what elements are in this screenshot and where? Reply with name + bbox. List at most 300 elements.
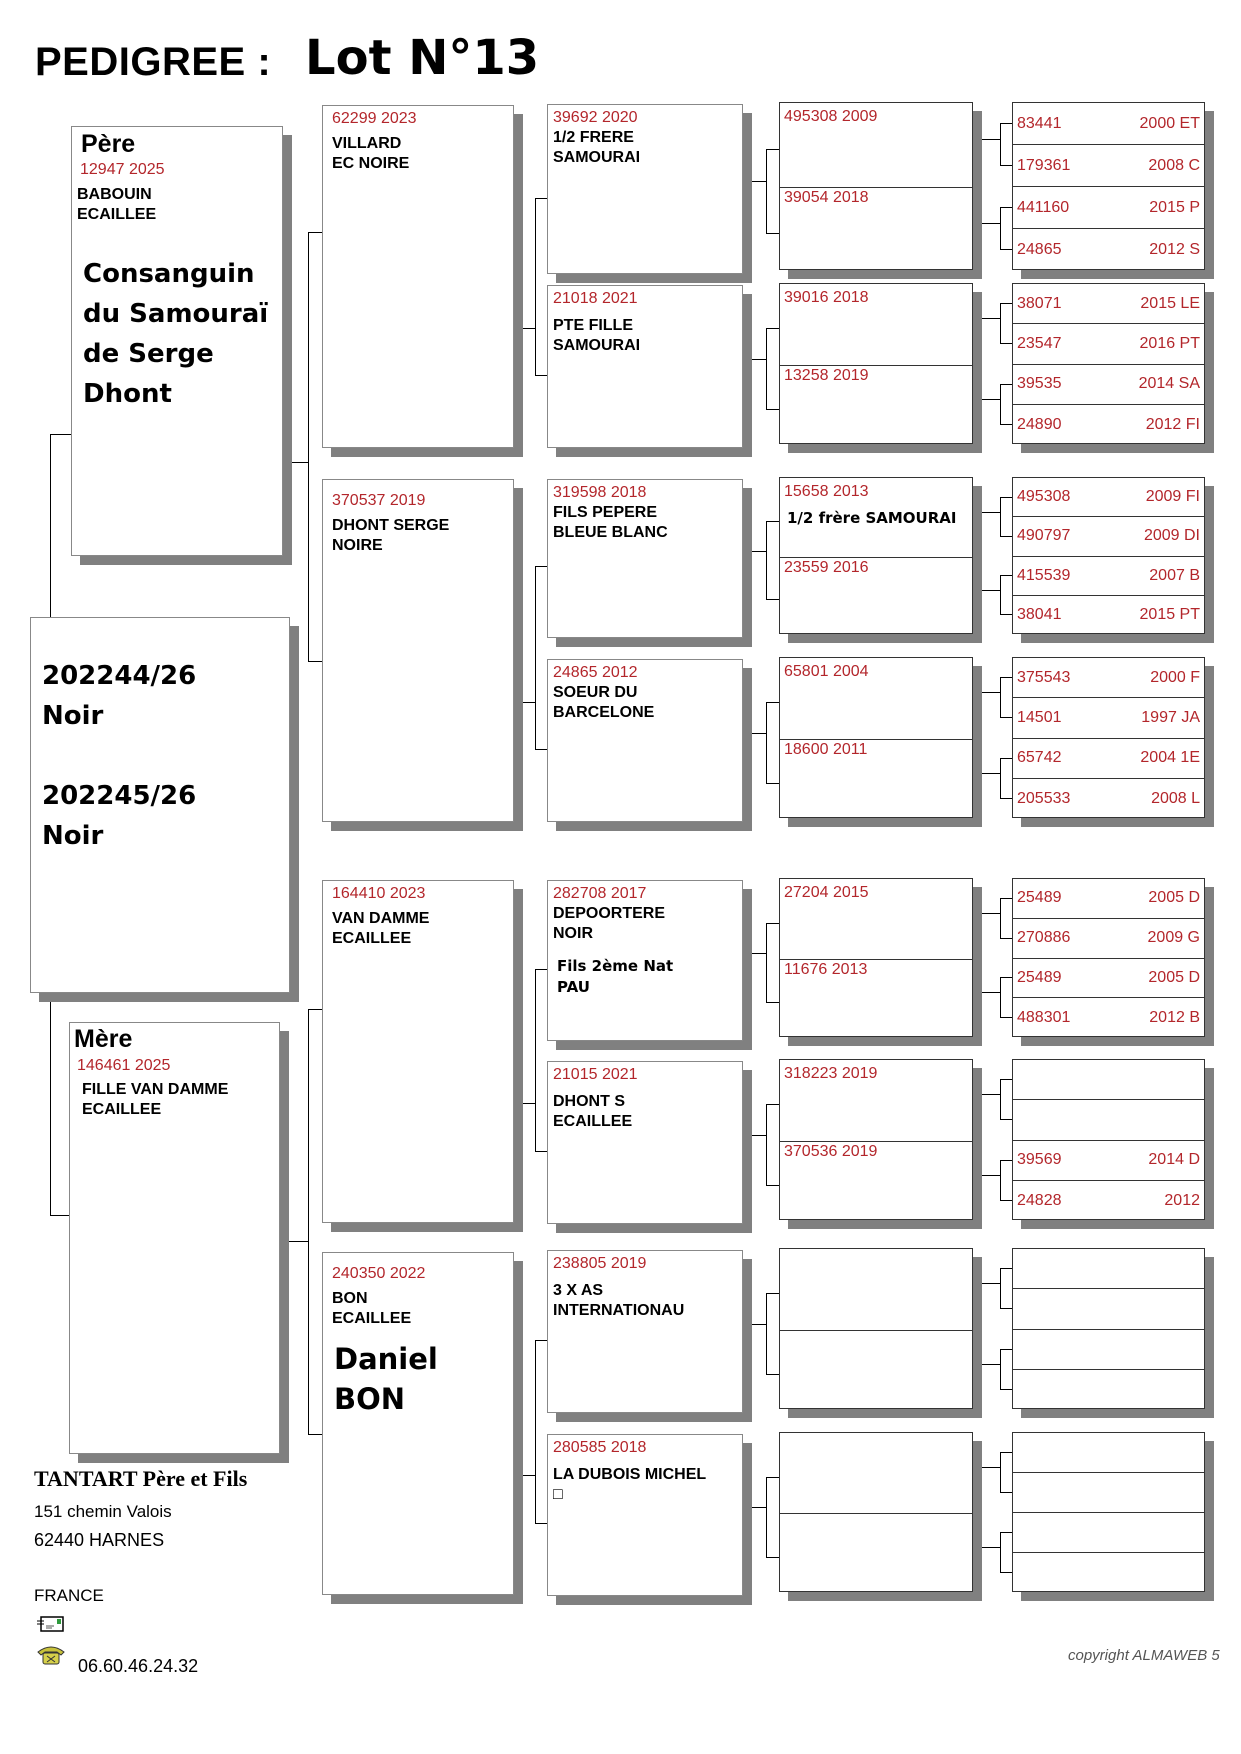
envelope-icon[interactable] (36, 1614, 66, 1634)
dam-name (82, 1080, 273, 1120)
connector-line (1000, 1492, 1012, 1493)
grandparent-name (332, 134, 507, 174)
great-grandparent-name-line1: LA DUBOIS MICHEL (553, 1466, 707, 1483)
grandparent-ring: 240350 2022 (332, 1265, 426, 1282)
great-grandparent-ring: 21015 2021 (553, 1066, 638, 1083)
gen5-ring: 488301 (1017, 1009, 1071, 1027)
connector-line (766, 1477, 779, 1478)
connector-line (766, 783, 779, 784)
gen5-info: 2016 PT (1139, 334, 1200, 352)
connector-line (1000, 123, 1001, 165)
great-grandparent-name (553, 503, 736, 543)
gen5-row (1013, 365, 1204, 405)
gen5-ring: 83441 (1017, 114, 1062, 132)
gen5-row (1013, 1060, 1204, 1100)
grandparent-box (322, 880, 514, 1223)
connector-line (523, 328, 535, 329)
gen5-row (1013, 879, 1204, 919)
great-grandparent-name-line1: PTE FILLE (553, 317, 633, 334)
gen5-info: 2012 FI (1145, 415, 1200, 433)
gen5-row (1013, 1473, 1204, 1513)
gen4-sire-ring: 65801 2004 (784, 663, 869, 680)
connector-line (1000, 1079, 1012, 1080)
sire-note-line: de Serge (83, 339, 214, 369)
gen5-ring: 24865 (1017, 241, 1062, 258)
connector-line (982, 692, 1000, 693)
gen5-info: 2012 (1164, 1191, 1200, 1209)
gen4-dam-ring: 370536 2019 (784, 1143, 878, 1160)
connector-line (1000, 717, 1012, 718)
gen4-dam-cell (780, 365, 972, 445)
gen5-row (1013, 998, 1204, 1038)
connector-line (535, 1340, 536, 1523)
gen5-row (1013, 1141, 1204, 1181)
gen5-info: 2014 D (1148, 1151, 1200, 1169)
grandparent-name-line2: ECAILLEE (332, 930, 412, 947)
gen5-info: 2008 C (1148, 156, 1200, 174)
pedigree-label: PEDIGREE : (35, 40, 272, 84)
gen5-ring: 25489 (1017, 968, 1062, 986)
great-grandparent-name-line1: FILS PEPERE (553, 504, 658, 521)
gen5-row (1013, 478, 1204, 517)
great-grandparent-name-line1: DEPOORTERE (553, 905, 666, 922)
connector-line (1000, 1452, 1012, 1453)
gen5-row (1013, 1330, 1204, 1370)
subject-ring-1: 202244/26 (42, 661, 197, 691)
gen4-sire-cell (780, 658, 972, 740)
connector-line (1000, 898, 1012, 899)
gen4-dam-cell (780, 557, 972, 635)
connector-line (766, 1104, 779, 1105)
connector-line (1000, 898, 1001, 938)
connector-line (50, 434, 51, 617)
connector-line (766, 1293, 767, 1374)
gen5-info: 1997 JA (1141, 708, 1200, 726)
connector-line (523, 1103, 535, 1104)
connector-line (308, 661, 322, 662)
gen4-dam-ring: 39054 2018 (784, 189, 869, 206)
sire-note-line: Consanguin (83, 259, 255, 289)
connector-line (766, 923, 767, 1002)
connector-line (752, 733, 766, 734)
gen5-row (1013, 959, 1204, 999)
connector-line (1000, 123, 1012, 124)
connector-line (766, 233, 779, 234)
gen5-row (1013, 229, 1204, 271)
connector-line (1000, 575, 1001, 614)
gen4-sire-ring: 495308 2009 (784, 108, 878, 125)
connector-line (292, 462, 308, 463)
gen5-ring: 441160 (1017, 198, 1070, 216)
dam-ring: 146461 2025 (77, 1057, 171, 1074)
great-grandparent-name-line2: ECAILLEE (553, 1113, 633, 1130)
gen4-box (779, 1432, 973, 1592)
great-grandparent-name-line2: BLEUE BLANC (553, 524, 668, 541)
gen5-box (1012, 102, 1205, 270)
gen4-dam-cell (780, 959, 972, 1038)
great-grandparent-name (553, 904, 736, 944)
gen4-sire-ring: 318223 2019 (784, 1065, 878, 1082)
connector-line (308, 232, 322, 233)
great-grandparent-box (547, 285, 743, 448)
gen5-info: 2009 DI (1143, 527, 1200, 545)
connector-line (982, 1467, 1000, 1468)
gen4-sire-cell (780, 1433, 972, 1514)
connector-line (1000, 536, 1012, 537)
sire-name (77, 185, 276, 225)
gen5-ring: 39535 (1017, 375, 1062, 393)
connector-line (1000, 249, 1012, 250)
connector-line (1000, 497, 1012, 498)
connector-line (766, 521, 767, 599)
connector-line (1000, 938, 1012, 939)
connector-line (982, 318, 1000, 319)
connector-line (308, 232, 309, 661)
gen5-box (1012, 657, 1205, 818)
great-grandparent-box (547, 880, 743, 1041)
connector-line (535, 1151, 547, 1152)
gen5-row (1013, 405, 1204, 445)
gen5-info: 2012 B (1149, 1009, 1200, 1027)
connector-line (535, 969, 536, 1151)
gen5-ring: 24828 (1017, 1191, 1062, 1209)
connector-line (766, 1293, 779, 1294)
gen5-box (1012, 1059, 1205, 1220)
connector-line (982, 1364, 1000, 1365)
dam-name-line1: FILLE VAN DAMME (82, 1081, 229, 1098)
connector-line (50, 993, 51, 1215)
gen5-ring: 375543 (1017, 668, 1071, 686)
gen5-info: 2004 1E (1140, 749, 1200, 767)
great-grandparent-name (553, 128, 736, 168)
connector-line (766, 1185, 779, 1186)
grandparent-box (322, 105, 514, 448)
great-grandparent-name-line1: 3 X AS (553, 1282, 604, 1299)
great-grandparent-name-line2: □ (553, 1486, 563, 1503)
gen5-row (1013, 596, 1204, 635)
connector-line (1000, 677, 1001, 717)
connector-line (1000, 1079, 1001, 1119)
great-grandparent-name-line1: SOEUR DU (553, 684, 638, 701)
gen4-sire-cell (780, 879, 972, 960)
connector-line (982, 590, 1000, 591)
breeder-name: TANTART Père et Fils (34, 1466, 248, 1491)
gen5-row (1013, 557, 1204, 596)
gen5-info: 2000 ET (1139, 114, 1200, 132)
gen5-ring: 38041 (1017, 606, 1062, 624)
gen4-box (779, 477, 973, 634)
gen5-ring: 65742 (1017, 749, 1062, 767)
gen5-box (1012, 1432, 1205, 1592)
great-grandparent-name (553, 316, 736, 356)
connector-line (535, 969, 547, 970)
connector-line (752, 359, 766, 360)
connector-line (1000, 1389, 1012, 1390)
connector-line (766, 1374, 779, 1375)
connector-line (766, 1002, 779, 1003)
connector-line (1000, 207, 1001, 249)
sire-box (71, 126, 283, 556)
connector-line (535, 1340, 547, 1341)
gen4-note: 1/2 frère SAMOURAI (787, 509, 957, 527)
connector-line (308, 1009, 309, 1434)
connector-line (523, 1475, 535, 1476)
connector-line (1000, 1017, 1012, 1018)
gen5-row (1013, 1433, 1204, 1473)
connector-line (50, 1215, 69, 1216)
gen4-dam-cell (780, 1141, 972, 1221)
connector-line (535, 1523, 547, 1524)
connector-line (982, 1547, 1000, 1548)
gen4-box (779, 1248, 973, 1409)
gen4-sire-ring: 39016 2018 (784, 289, 869, 306)
connector-line (1000, 1452, 1001, 1492)
lot-number: Lot N°13 (305, 30, 540, 86)
connector-line (523, 702, 535, 703)
connector-line (1000, 303, 1012, 304)
connector-line (1000, 758, 1001, 798)
gen5-row (1013, 698, 1204, 738)
subject-box (30, 617, 290, 993)
gen5-ring: 270886 (1017, 929, 1071, 947)
gen5-ring: 14501 (1017, 708, 1062, 726)
subject-ids (42, 656, 283, 856)
gen4-dam-ring: 18600 2011 (784, 741, 868, 758)
gen5-row (1013, 103, 1204, 145)
gen5-row (1013, 1370, 1204, 1410)
connector-line (1000, 343, 1012, 344)
connector-line (1000, 497, 1001, 536)
connector-line (535, 749, 547, 750)
connector-line (982, 913, 1000, 914)
connector-line (752, 1135, 766, 1136)
grandparent-name (332, 909, 507, 949)
gen5-ring: 39569 (1017, 1151, 1062, 1169)
connector-line (535, 566, 536, 749)
gen5-ring: 495308 (1017, 488, 1071, 506)
gen5-ring: 23547 (1017, 334, 1062, 352)
connector-line (982, 1175, 1000, 1176)
sire-ring: 12947 2025 (80, 161, 165, 178)
grandparent-note (334, 1339, 507, 1419)
connector-line (982, 1283, 1000, 1284)
grandparent-name-line2: EC NOIRE (332, 155, 410, 172)
gen4-box (779, 657, 973, 818)
gen5-row (1013, 517, 1204, 556)
gen5-ring: 179361 (1017, 156, 1071, 174)
gen4-dam-cell (780, 1513, 972, 1593)
connector-line (766, 328, 779, 329)
great-grandparent-note-line: PAU (557, 978, 590, 996)
subject-ring-2: 202245/26 (42, 781, 197, 811)
gen4-dam-cell (780, 187, 972, 271)
connector-line (1000, 1532, 1001, 1572)
gen4-sire-cell (780, 1249, 972, 1331)
gen5-row (1013, 658, 1204, 698)
gen5-info: 2009 G (1147, 929, 1200, 947)
connector-line (1000, 575, 1012, 576)
connector-line (1000, 1268, 1001, 1308)
connector-line (766, 328, 767, 409)
grandparent-note-line: BON (334, 1382, 406, 1416)
gen4-sire-cell (780, 478, 972, 558)
gen4-sire-cell (780, 1060, 972, 1142)
connector-line (1000, 977, 1001, 1017)
gen5-info: 2005 D (1148, 968, 1200, 986)
great-grandparent-name (553, 1092, 736, 1132)
gen4-box (779, 102, 973, 270)
great-grandparent-ring: 238805 2019 (553, 1255, 647, 1272)
grandparent-name-line2: NOIRE (332, 537, 383, 554)
gen5-row (1013, 145, 1204, 187)
grandparent-name-line1: VILLARD (332, 135, 402, 152)
connector-line (1000, 1160, 1012, 1161)
connector-line (766, 409, 779, 410)
gen5-row (1013, 739, 1204, 779)
gen5-ring: 205533 (1017, 789, 1071, 807)
gen5-row (1013, 1100, 1204, 1140)
connector-line (1000, 424, 1012, 425)
dam-box (69, 1022, 280, 1454)
connector-line (535, 566, 547, 567)
connector-line (1000, 1200, 1012, 1201)
great-grandparent-box (547, 104, 743, 274)
gen4-dam-ring: 11676 2013 (784, 961, 868, 978)
gen4-dam-cell (780, 739, 972, 819)
great-grandparent-name (553, 1281, 736, 1321)
gen5-info: 2015 P (1149, 198, 1200, 216)
great-grandparent-box (547, 659, 743, 822)
great-grandparent-ring: 319598 2018 (553, 484, 647, 501)
breeder-country: FRANCE (34, 1586, 104, 1605)
great-grandparent-name-line1: DHONT S (553, 1093, 625, 1110)
subject-color-2: Noir (42, 821, 104, 851)
grandparent-ring: 164410 2023 (332, 885, 426, 902)
gen5-ring: 38071 (1017, 294, 1062, 312)
gen4-dam-ring: 13258 2019 (784, 367, 869, 384)
gen5-info: 2009 FI (1145, 488, 1200, 506)
connector-line (766, 149, 779, 150)
connector-line (766, 1557, 779, 1558)
connector-line (766, 599, 779, 600)
great-grandparent-name-line2: SAMOURAI (553, 149, 641, 166)
grandparent-box (322, 1252, 514, 1595)
gen5-info: 2015 PT (1139, 606, 1200, 624)
great-grandparent-name-line2: SAMOURAI (553, 337, 641, 354)
connector-line (1000, 1119, 1012, 1120)
connector-line (1000, 677, 1012, 678)
connector-line (1000, 1572, 1012, 1573)
gen5-row (1013, 919, 1204, 959)
subject-color-1: Noir (42, 701, 104, 731)
gen5-box (1012, 878, 1205, 1037)
great-grandparent-name (553, 1465, 736, 1505)
connector-line (982, 399, 1000, 400)
connector-line (1000, 1268, 1012, 1269)
gen4-sire-ring: 27204 2015 (784, 884, 869, 901)
connector-line (1000, 207, 1012, 208)
connector-line (766, 149, 767, 233)
connector-line (1000, 1160, 1001, 1200)
gen5-ring: 25489 (1017, 889, 1062, 907)
gen5-row (1013, 779, 1204, 819)
connector-line (1000, 384, 1012, 385)
grandparent-name-line1: BON (332, 1290, 368, 1307)
gen4-box (779, 878, 973, 1037)
grandparent-ring: 62299 2023 (332, 110, 417, 127)
connector-line (535, 375, 547, 376)
connector-line (1000, 165, 1012, 166)
connector-line (766, 1477, 767, 1557)
dam-name-line2: ECAILLEE (82, 1101, 162, 1118)
connector-line (1000, 1532, 1012, 1533)
gen4-box (779, 283, 973, 444)
connector-line (766, 702, 767, 783)
grandparent-name (332, 1289, 507, 1329)
great-grandparent-name-line2: NOIR (553, 925, 593, 942)
connector-line (766, 702, 779, 703)
grandparent-name-line1: VAN DAMME (332, 910, 430, 927)
connector-line (1000, 614, 1012, 615)
great-grandparent-ring: 21018 2021 (553, 290, 638, 307)
telephone-icon[interactable] (36, 1644, 66, 1666)
grandparent-name (332, 516, 507, 556)
breeder-city: 62440 HARNES (34, 1530, 165, 1550)
connector-line (982, 992, 1000, 993)
gen5-row (1013, 1513, 1204, 1553)
grandparent-name-line2: ECAILLEE (332, 1310, 412, 1327)
gen4-box (779, 1059, 973, 1220)
connector-line (1000, 1349, 1012, 1350)
gen5-row (1013, 1289, 1204, 1329)
connector-line (1000, 798, 1012, 799)
breeder-street: 151 chemin Valois (34, 1502, 172, 1521)
gen5-row (1013, 1553, 1204, 1593)
connector-line (752, 1507, 766, 1508)
breeder-phone: 06.60.46.24.32 (78, 1656, 199, 1676)
great-grandparent-box (547, 1434, 743, 1596)
gen5-info: 2000 F (1150, 668, 1200, 686)
connector-line (535, 198, 536, 375)
gen5-row (1013, 187, 1204, 229)
gen5-ring: 490797 (1017, 527, 1071, 545)
sire-role: Père (81, 130, 136, 158)
connector-line (308, 1009, 322, 1010)
connector-line (766, 521, 779, 522)
connector-line (752, 953, 766, 954)
sire-name-line1: BABOUIN (77, 186, 152, 203)
grandparent-note-line: Daniel (334, 1342, 438, 1376)
connector-line (1000, 977, 1012, 978)
connector-line (1000, 1308, 1012, 1309)
dam-role: Mère (74, 1025, 133, 1053)
great-grandparent-name-line2: INTERNATIONAU (553, 1302, 685, 1319)
great-grandparent-ring: 282708 2017 (553, 885, 647, 902)
great-grandparent-note-line: Fils 2ème Nat (557, 957, 674, 975)
gen5-row (1013, 1181, 1204, 1221)
great-grandparent-name-line2: BARCELONE (553, 704, 655, 721)
gen5-row (1013, 324, 1204, 364)
great-grandparent-box (547, 479, 743, 638)
sire-name-line2: ECAILLEE (77, 206, 157, 223)
gen5-ring: 24890 (1017, 415, 1062, 433)
gen5-box (1012, 477, 1205, 634)
connector-line (1000, 758, 1012, 759)
gen5-info: 2012 S (1149, 241, 1200, 258)
connector-line (308, 1434, 322, 1435)
gen5-info: 2007 B (1149, 566, 1200, 584)
gen4-dam-ring: 23559 2016 (784, 559, 869, 576)
